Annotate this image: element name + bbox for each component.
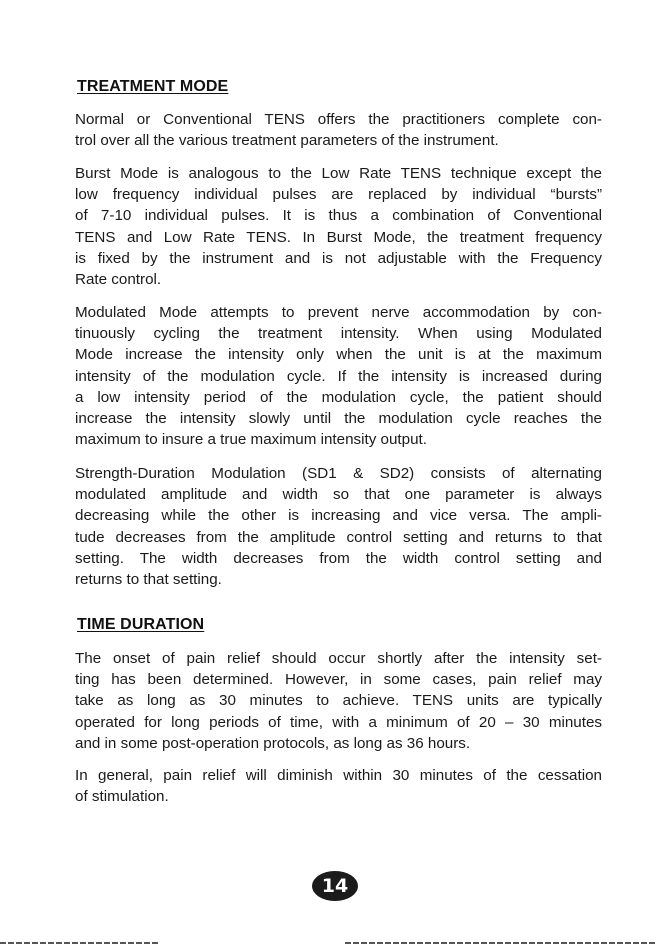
text-line: Strength-Duration Modulation (SD1 & SD2) consists of alternating (75, 465, 602, 482)
text-line: increase the intensity slowly until the modulation cycle reaches the (75, 410, 602, 428)
text-line: trol over all the various treatment parameters of the instrument. (75, 132, 499, 150)
text-line: Rate control. (75, 271, 162, 289)
text-line: The onset of pain relief should occur shortly after the intensity set- (75, 650, 602, 667)
text-line: low frequency individual pulses are replaced by individual “bursts” (75, 186, 602, 204)
scan-artifact-line (345, 942, 657, 944)
text-line: and in some post-operation protocols, as long as 36 hours. (75, 734, 471, 752)
text-line: setting. The width decreases from the width control setting and (75, 549, 602, 567)
section-heading-time-duration: TIME DURATION (77, 616, 205, 633)
text-line: operated for long periods of time, with a minimum of 20 – 30 minutes (75, 713, 602, 731)
text-line: Modulated Mode attempts to prevent nerve accommodation by con- (75, 304, 602, 321)
text-line: Burst Mode is analogous to the Low Rate TENS technique except the (75, 165, 602, 182)
text-line: Normal or Conventional TENS offers the practitioners complete con- (75, 111, 602, 128)
paragraph-burst-mode (75, 163, 602, 290)
text-line: tude decreases from the amplitude control setting and returns to that (75, 528, 602, 546)
text-line: ting has been determined. However, in some cases, pain relief may (75, 671, 602, 689)
text-line: a low intensity period of the modulation cycle, the patient should (75, 388, 602, 406)
text-line: tinuously cycling the treatment intensity. When using Modulated (75, 325, 602, 343)
scan-artifact-line (0, 942, 160, 944)
page-number-badge: 14 (312, 871, 358, 901)
section-heading-treatment-mode: TREATMENT MODE (77, 78, 229, 95)
text-line: of 7-10 individual pulses. It is thus a combination of Conventional (75, 207, 602, 225)
paragraph-modulated-mode (75, 302, 602, 450)
text-line: of stimulation. (75, 788, 169, 806)
text-line: intensity of the modulation cycle. If the intensity is increased during (75, 367, 602, 385)
text-line: decreasing while the other is increasing and vice versa. The ampli- (75, 507, 602, 525)
paragraph-strength-duration (75, 463, 602, 590)
paragraph-pain-relief-diminish (75, 765, 602, 807)
text-line: returns to that setting. (75, 571, 222, 589)
text-line: Mode increase the intensity only when the unit is at the maximum (75, 346, 602, 364)
paragraph-conventional-tens (75, 109, 602, 151)
text-line: is fixed by the instrument and is not adjustable with the Frequency (75, 249, 602, 267)
text-line: take as long as 30 minutes to achieve. TENS units are typically (75, 692, 602, 710)
paragraph-pain-relief-onset (75, 648, 602, 754)
text-line: In general, pain relief will diminish within 30 minutes of the cessation (75, 767, 602, 784)
text-line: modulated amplitude and width so that one parameter is always (75, 486, 602, 504)
text-line: maximum to insure a true maximum intensity output. (75, 431, 427, 449)
text-line: TENS and Low Rate TENS. In Burst Mode, the treatment frequency (75, 228, 602, 246)
